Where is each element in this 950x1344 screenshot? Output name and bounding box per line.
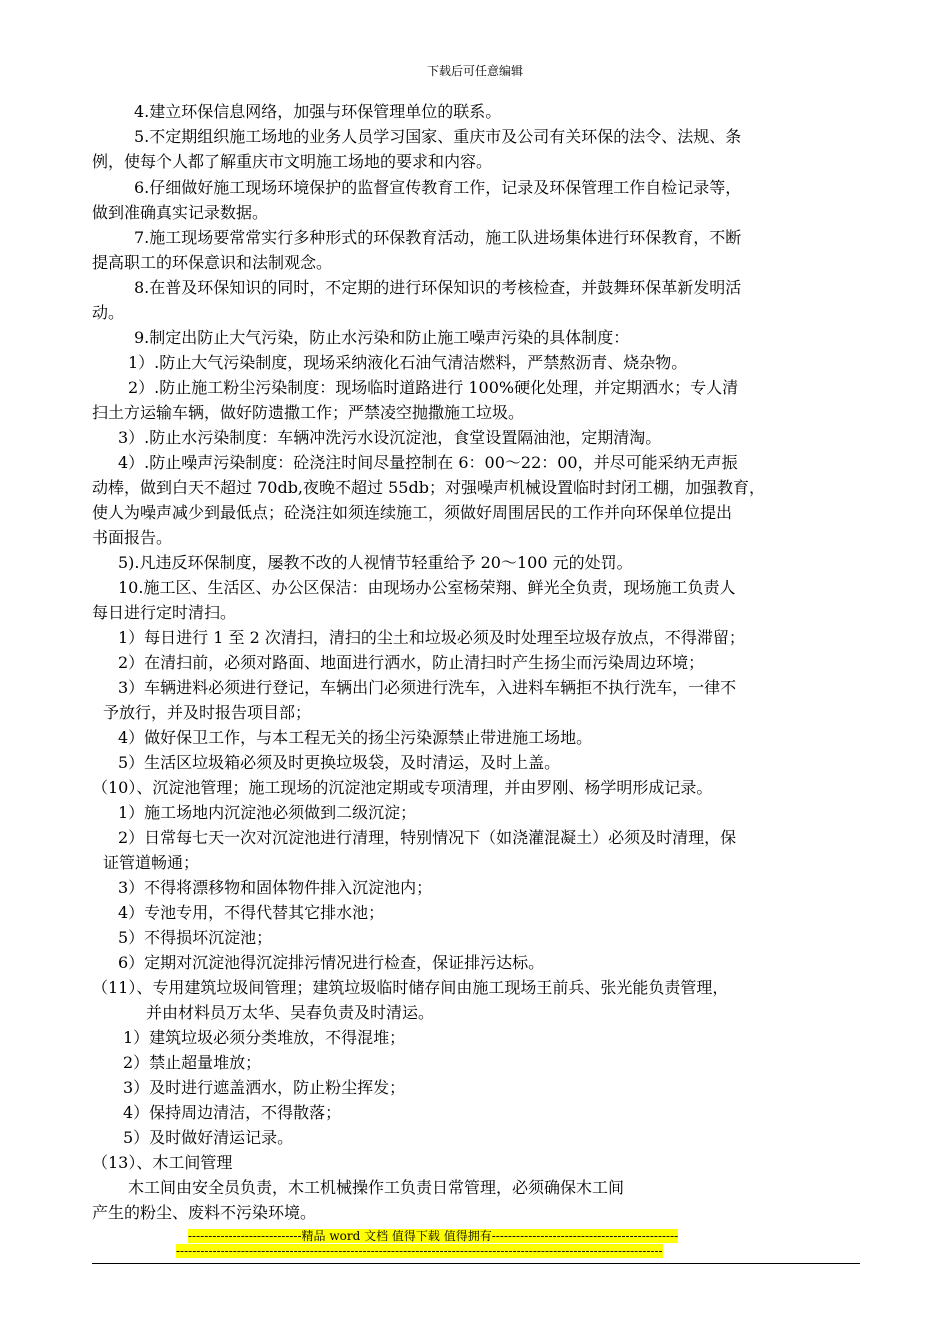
footer-rule	[92, 1263, 860, 1264]
paragraph-line: 2）在清扫前，必须对路面、地面进行洒水，防止清扫时产生扬尘而污染周边环境；	[118, 653, 705, 672]
paragraph-line: 木工间由安全员负责，木工机械操作工负责日常管理，必须确保木工间	[128, 1178, 625, 1197]
paragraph-line: 7.施工现场要常常实行多种形式的环保教育活动，施工队进场集体进行环保教育，不断	[134, 228, 742, 247]
paragraph-line: 证管道畅通；	[103, 853, 200, 872]
paragraph-line: 4）保持周边清洁，不得散落；	[123, 1103, 342, 1122]
paragraph-line: 2）.防止施工粉尘污染制度：现场临时道路进行 100%硬化处理，并定期洒水；专人清	[128, 378, 739, 397]
paragraph-line: 动棒，做到白天不超过 70db,夜晚不超过 55db；对强噪声机械设置临时封闭工棚，加强教育，	[92, 478, 765, 497]
paragraph-line: 6.仔细做好施工现场环境保护的监督宣传教育工作，记录及环保管理工作自检记录等，	[134, 178, 742, 197]
paragraph-line: 3）及时进行遮盖洒水，防止粉尘挥发；	[123, 1078, 406, 1097]
paragraph-line: 书面报告。	[92, 528, 173, 547]
paragraph-line: 动。	[92, 303, 125, 322]
footer-banner-line: ----------------------------精品 word 文档 值得下载 值得拥有----------------------------------------------	[188, 1229, 679, 1243]
footer-dash-line: ------------------------------------------------------------------------------------------------------------------------	[176, 1244, 663, 1258]
paragraph-line: （11）、专用建筑垃圾间管理；建筑垃圾临时储存间由施工现场王前兵、张光能负责管理，	[92, 978, 729, 997]
page-header-note: 下载后可任意编辑	[426, 64, 523, 78]
paragraph-line: 做到准确真实记录数据。	[92, 203, 269, 222]
paragraph-line: 4）专池专用，不得代替其它排水池；	[118, 903, 385, 922]
paragraph-line: 提高职工的环保意识和法制观念。	[92, 253, 333, 272]
paragraph-line: 1）每日进行 1 至 2 次清扫，清扫的尘土和垃圾必须及时处理至垃圾存放点，不得滞留；	[118, 628, 745, 647]
paragraph-line: 1）.防止大气污染制度，现场采纳液化石油气清洁燃料，严禁熬沥青、烧杂物。	[128, 353, 688, 372]
paragraph-line: 5).凡违反环保制度，屡教不改的人视情节轻重给予 20～100 元的处罚。	[118, 553, 633, 572]
paragraph-line: 2）日常每七天一次对沉淀池进行清理，特别情况下（如浇灌混凝土）必须及时清理，保	[118, 828, 737, 847]
paragraph-line: 4）.防止噪声污染制度：砼浇注时间尽量控制在 6：00～22：00，并尽可能采纳无声振	[118, 453, 738, 472]
footer-dashes	[0, 1244, 950, 1260]
paragraph-line: 3）.防止水污染制度：车辆冲洗污水设沉淀池，食堂设置隔油池，定期清淘。	[118, 428, 662, 447]
paragraph-line: （10）、沉淀池管理；施工现场的沉淀池定期或专项清理，并由罗刚、杨学明形成记录。	[92, 778, 713, 797]
paragraph-line: 9.制定出防止大气污染，防止水污染和防止施工噪声污染的具体制度：	[134, 328, 630, 347]
paragraph-line: （13）、木工间管理	[92, 1153, 233, 1172]
paragraph-line: 3）车辆进料必须进行登记，车辆出门必须进行洗车，入进料车辆拒不执行洗车，一律不	[118, 678, 737, 697]
paragraph-line: 5）不得损坏沉淀池；	[118, 928, 273, 947]
footer-banner	[0, 1229, 950, 1245]
paragraph-line: 4.建立环保信息网络，加强与环保管理单位的联系。	[134, 102, 502, 121]
paragraph-line: 4）做好保卫工作，与本工程无关的扬尘污染源禁止带进施工场地。	[118, 728, 593, 747]
paragraph-line: 5）生活区垃圾箱必须及时更换垃圾袋，及时清运，及时上盖。	[118, 753, 561, 772]
paragraph-line: 5）及时做好清运记录。	[123, 1128, 294, 1147]
paragraph-line: 6）定期对沉淀池得沉淀排污情况进行检查，保证排污达标。	[118, 953, 545, 972]
paragraph-line: 5.不定期组织施工场地的业务人员学习国家、重庆市及公司有关环保的法令、法规、条	[134, 127, 742, 146]
paragraph-line: 1）施工场地内沉淀池必须做到二级沉淀；	[118, 803, 417, 822]
paragraph-line: 扫土方运输车辆，做好防遗撒工作；严禁凌空抛撒施工垃圾。	[92, 403, 525, 422]
paragraph-line: 2）禁止超量堆放；	[123, 1053, 262, 1072]
paragraph-line: 1）建筑垃圾必须分类堆放，不得混堆；	[123, 1028, 406, 1047]
paragraph-line: 使人为噪声减少到最低点；砼浇注如须连续施工，须做好周围居民的工作并向环保单位提出	[92, 503, 733, 522]
paragraph-line: 每日进行定时清扫。	[92, 603, 237, 622]
paragraph-line: 3）不得将漂移物和固体物件排入沉淀池内；	[118, 878, 433, 897]
paragraph-line: 10.施工区、生活区、办公区保洁：由现场办公室杨荣翔、鲜光全负责，现场施工负责人	[118, 578, 736, 597]
paragraph-line: 产生的粉尘、废料不污染环境。	[92, 1203, 317, 1222]
paragraph-line: 并由材料员万太华、吴春负责及时清运。	[146, 1003, 435, 1022]
paragraph-line: 8.在普及环保知识的同时，不定期的进行环保知识的考核检查，并鼓舞环保革新发明活	[134, 278, 742, 297]
paragraph-line: 例，使每个人都了解重庆市文明施工场地的要求和内容。	[92, 152, 493, 171]
paragraph-line: 予放行，并及时报告项目部；	[103, 703, 312, 722]
